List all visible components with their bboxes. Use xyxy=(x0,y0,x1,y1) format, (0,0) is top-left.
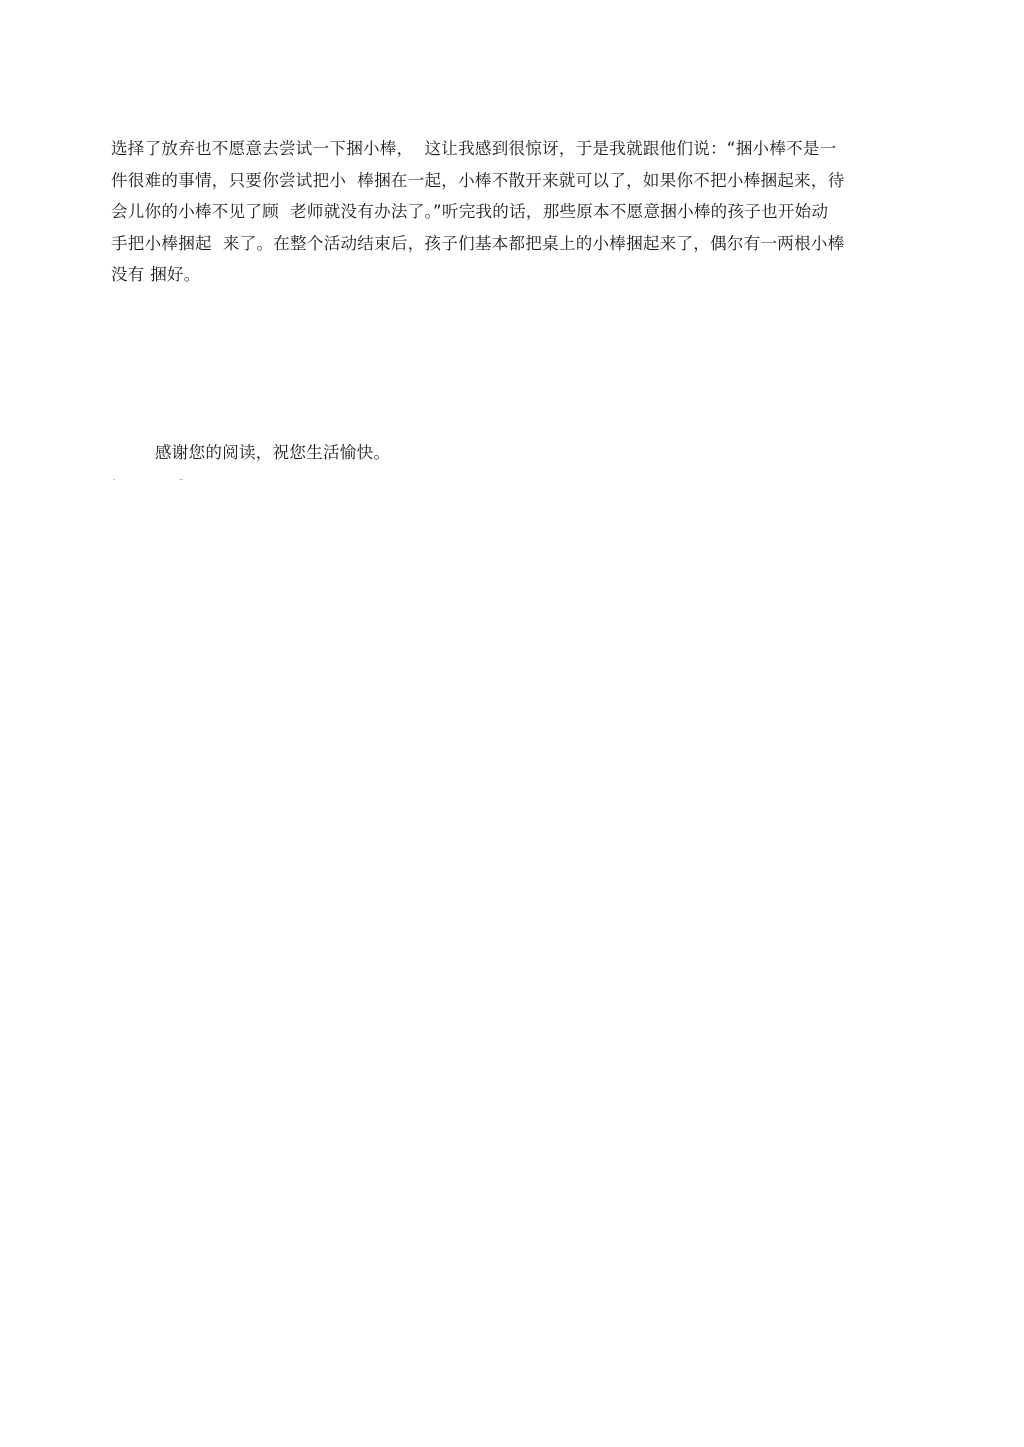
paragraph-line-3: 会儿你的小棒不见了顾 老师就没有办法了。”听完我的话，那些原本不愿意捆小棒的孩子也开始动 xyxy=(111,202,829,221)
paragraph-line-4: 手把小棒捆起 来了。在整个活动结束后，孩子们基本都把桌上的小棒捆起来了，偶尔有一两根小棒 xyxy=(111,233,845,253)
body-paragraph xyxy=(111,133,913,291)
paragraph-line-2: 件很难的事情，只要你尝试把小 棒捆在一起，小棒不散开来就可以了，如果你不把小棒捆起来，待 xyxy=(111,170,845,190)
paragraph-line-1: 选择了放弃也不愿意去尝试一下捆小棒， 这让我感到很惊讶，于是我就跟他们说：“捆小棒不是一 xyxy=(111,139,837,158)
closing-line: 感谢您的阅读，祝您生活愉快。 xyxy=(155,443,391,462)
scan-artifact xyxy=(113,479,185,482)
paragraph-line-5: 没有 捆好。 xyxy=(111,265,201,284)
